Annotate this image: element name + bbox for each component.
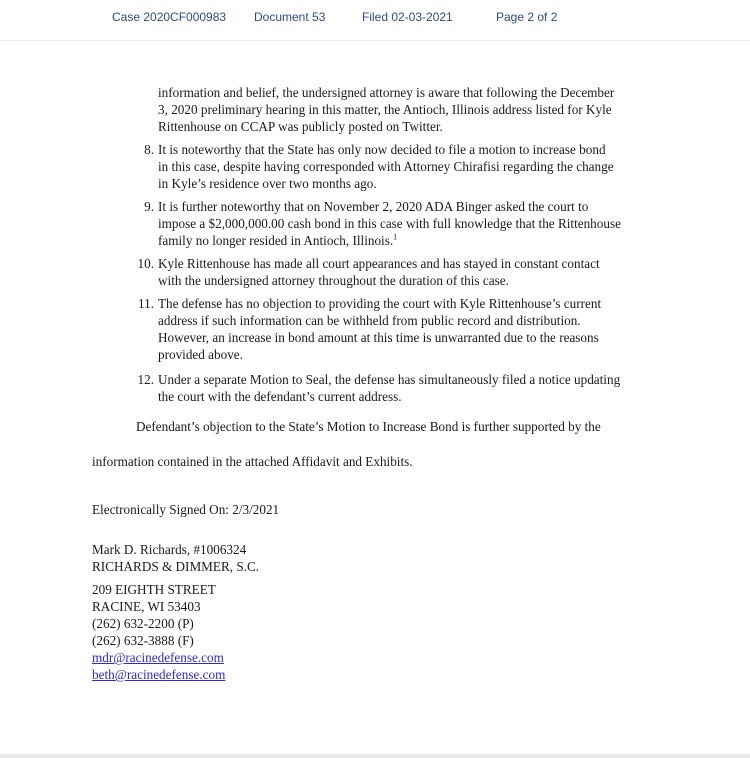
text-line: It is further noteworthy that on November 2, 2020 ADA Binger asked the court to [158, 199, 589, 214]
text-line: It is noteworthy that the State has only now decided to file a motion to increase bond [158, 142, 606, 157]
item-number: 10. [137, 256, 154, 271]
item-number: 11. [138, 296, 154, 311]
text-line [158, 232, 660, 249]
closing-paragraph-line-1: Defendant’s objection to the State’s Motion to Increase Bond is further supported by the [136, 419, 601, 434]
page-bottom-edge [0, 754, 750, 758]
list-item-9 [144, 198, 660, 249]
fax-number: (262) 632-3888 (F) [92, 633, 194, 648]
text-line: impose a $2,000,000.00 cash bond in this case with full knowledge that the Rittenhouse [158, 216, 621, 231]
text-line: Under a separate Motion to Seal, the defense has simultaneously filed a notice updating [158, 372, 621, 387]
text-line: the court with the defendant’s current address. [158, 389, 402, 404]
footnote-marker: 1 [393, 232, 398, 242]
item-number: 9. [144, 199, 154, 214]
text-line: in Kyle’s residence over two months ago. [158, 176, 377, 191]
street-address: 209 EIGHTH STREET [92, 582, 216, 597]
header-divider [0, 40, 750, 41]
phone-number: (262) 632-2200 (P) [92, 616, 194, 631]
list-item-11 [138, 295, 660, 363]
text-line: information and belief, the undersigned attorney is aware that following the December [158, 85, 615, 100]
email-link-mdr[interactable]: mdr@racinedefense.com [92, 650, 224, 665]
firm-name: RICHARDS & DIMMER, S.C. [92, 559, 260, 574]
document-number: Document 53 [254, 10, 326, 24]
text-line: However, an increase in bond amount at this time is unwarranted due to the reasons [158, 330, 599, 345]
list-item-8 [144, 141, 660, 192]
case-number: Case 2020CF000983 [112, 10, 227, 24]
text-line: Rittenhouse on CCAP was publicly posted on Twitter. [158, 119, 443, 134]
item-number: 12. [137, 372, 154, 387]
filed-date: Filed 02-03-2021 [362, 10, 453, 24]
text-line: with the undersigned attorney throughout the duration of this case. [158, 273, 509, 288]
email-link-beth[interactable]: beth@racinedefense.com [92, 667, 226, 682]
text-line: in this case, despite having corresponded with Attorney Chirafisi regarding the change [158, 159, 614, 174]
list-item-12 [137, 371, 660, 405]
attorney-name: Mark D. Richards, #1006324 [92, 542, 247, 557]
text-line: Kyle Rittenhouse has made all court appearances and has stayed in constant contact [158, 256, 600, 271]
city-state-zip: RACINE, WI 53403 [92, 599, 201, 614]
text-line: provided above. [158, 347, 243, 362]
text-line: address if such information can be withheld from public record and distribution. [158, 313, 581, 328]
continuation-paragraph [158, 84, 660, 135]
address-block [92, 581, 225, 683]
list-item-10 [137, 255, 660, 289]
text-fragment: family no longer resided in Antioch, Illinois. [158, 233, 394, 248]
text-line: 3, 2020 preliminary hearing in this matter, the Antioch, Illinois address listed for Kyle [158, 102, 612, 117]
attorney-block [92, 541, 259, 575]
signed-on-line: Electronically Signed On: 2/3/2021 [92, 502, 280, 517]
page-indicator: Page 2 of 2 [496, 10, 558, 24]
item-number: 8. [144, 142, 154, 157]
text-line: The defense has no objection to providing the court with Kyle Rittenhouse’s current [158, 296, 602, 311]
document-header [0, 0, 750, 32]
closing-paragraph-line-2: information contained in the attached Affidavit and Exhibits. [92, 454, 413, 469]
